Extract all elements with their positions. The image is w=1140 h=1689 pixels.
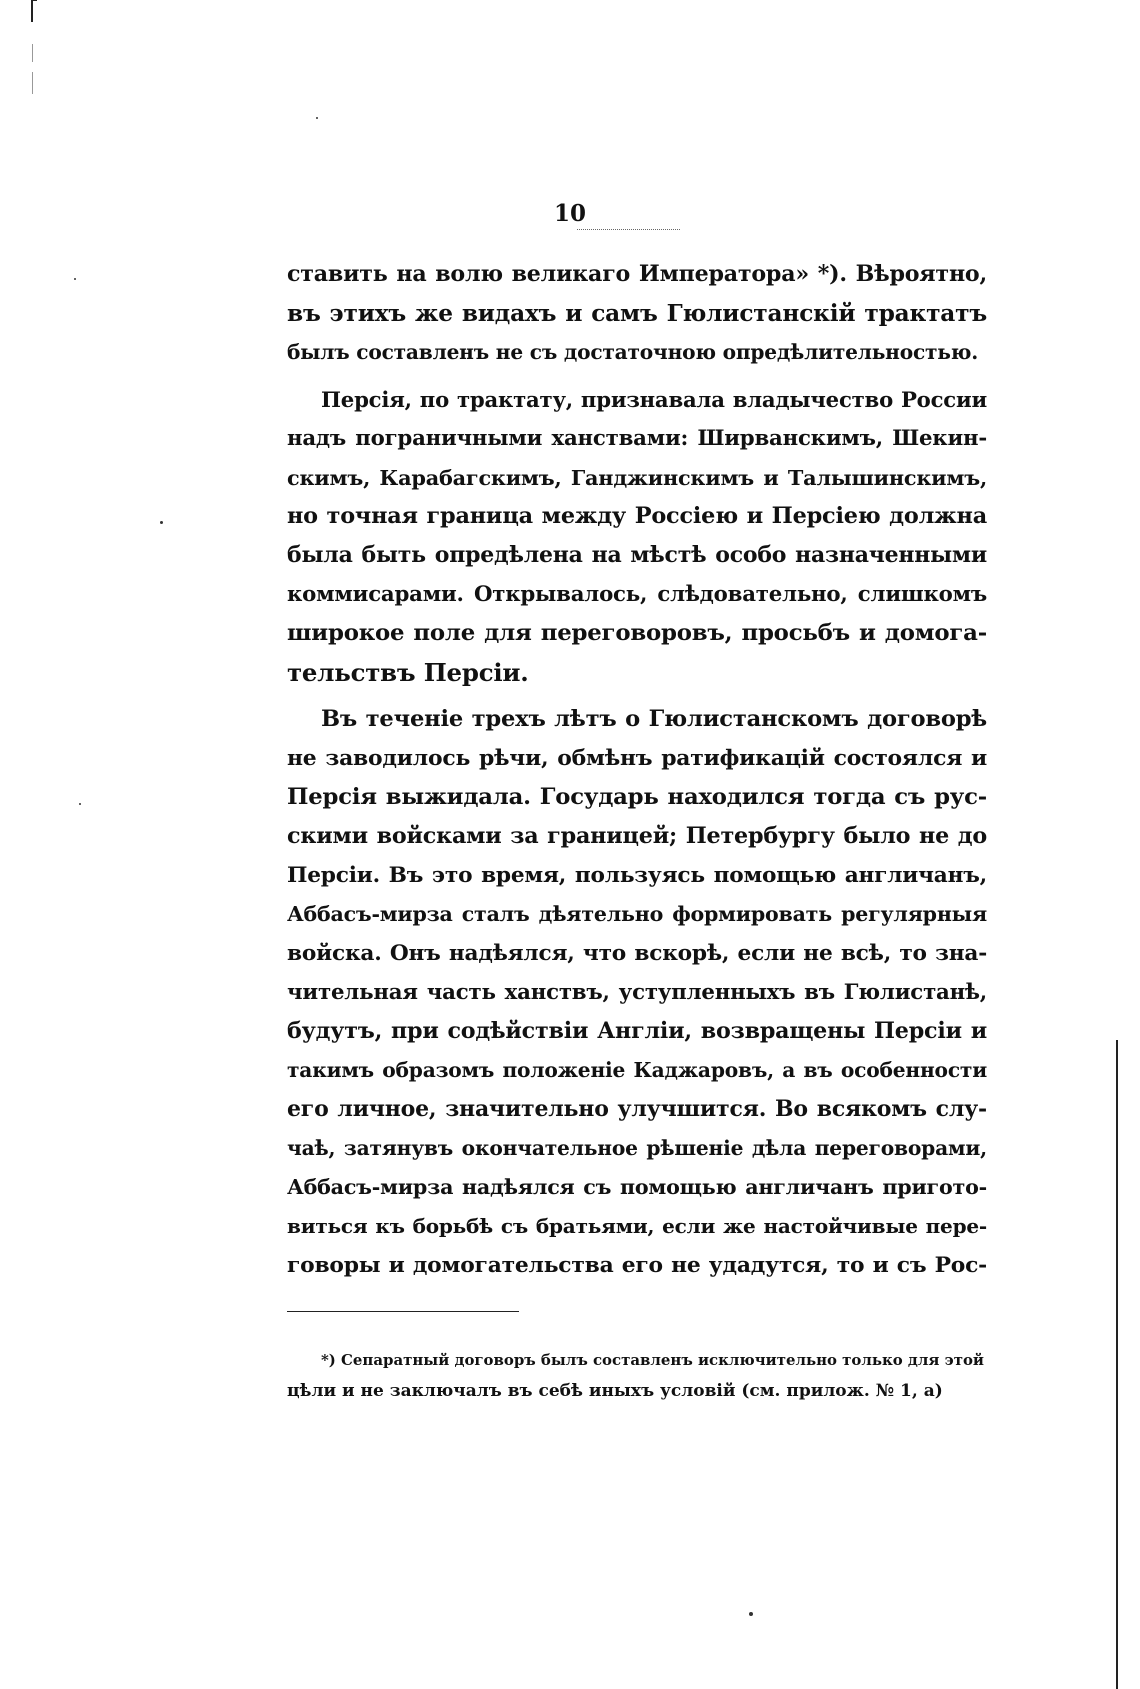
text-line: Аббасъ-мирза надѣялся съ помощью англичанъ пригото-: [287, 1175, 987, 1199]
scan-edge-mark-right: [1116, 1040, 1118, 1689]
text-line: будутъ, при содѣйствіи Англіи, возвращены Персіи и: [287, 1018, 987, 1044]
footnote-separator: [287, 1311, 519, 1312]
text-line: была быть опредѣлена на мѣстѣ особо назначенными: [287, 542, 987, 568]
scan-edge-mark-top-left: [31, 0, 33, 22]
scan-speck: [316, 117, 318, 119]
scan-speck: [74, 278, 76, 280]
text-line: тельствъ Персіи.: [287, 658, 529, 687]
scan-speck: [79, 803, 81, 805]
text-line: широкое поле для переговоровъ, просьбъ и домога-: [287, 620, 987, 646]
text-line: коммисарами. Открывалось, слѣдовательно, слишкомъ: [287, 582, 987, 607]
body-text: [287, 255, 987, 1285]
text-line: войска. Онъ надѣялся, что вскорѣ, если не всѣ, то зна-: [287, 941, 987, 966]
page-number: 10: [553, 200, 586, 227]
scan-speck: [749, 1612, 753, 1616]
scan-speck: [160, 521, 163, 524]
text-line: его личное, значительно улучшится. Во всякомъ слу-: [287, 1096, 987, 1122]
text-line: Персія выжидала. Государь находился тогда съ рус-: [287, 784, 987, 810]
text-line: чаѣ, затянувъ окончательное рѣшеніе дѣла переговорами,: [287, 1136, 987, 1160]
text-line: не заводилось рѣчи, обмѣнъ ратификацій состоялся и: [287, 745, 987, 771]
text-line: былъ составленъ не съ достаточною опредѣлительностью.: [287, 340, 979, 364]
text-line: скими войсками за границей; Петербургу было не до: [287, 823, 987, 849]
text-line: Персіи. Въ это время, пользуясь помощью англичанъ,: [287, 863, 987, 888]
scan-edge-mark-left-2: [32, 72, 33, 94]
text-line: виться къ борьбѣ съ братьями, если же настойчивые пере-: [287, 1214, 987, 1238]
text-line: Персія, по трактату, признавала владычество России: [321, 387, 987, 412]
text-line: говоры и домогательства его не удадутся, то и съ Рос-: [287, 1253, 987, 1278]
text-line: скимъ, Карабагскимъ, Ганджинскимъ и Талышинскимъ,: [287, 465, 987, 490]
text-line: Въ теченіе трехъ лѣтъ о Гюлистанскомъ договорѣ: [321, 706, 987, 732]
footnote: [287, 1345, 987, 1407]
text-line: но точная граница между Россіею и Персіею должна: [287, 503, 987, 529]
text-line: такимъ образомъ положеніе Каджаровъ, а въ особенности: [287, 1058, 987, 1082]
paragraph: [287, 700, 987, 1285]
text-line: ставить на волю великаго Императора» *). Вѣроятно,: [287, 261, 987, 287]
footnote-line: цѣли и не заключалъ въ себѣ иныхъ условій (см. прилож. № 1, а): [287, 1381, 943, 1401]
scan-edge-mark-top-left-tick: [31, 0, 37, 1]
text-line: Аббасъ-мирза сталъ дѣятельно формировать регулярныя: [287, 902, 987, 926]
page-number-ornament: [577, 229, 680, 233]
text-line: въ этихъ же видахъ и самъ Гюлистанскій трактатъ: [287, 300, 987, 327]
text-line: надъ пограничными ханствами: Ширванскимъ, Шекин-: [287, 426, 987, 451]
paragraph: [287, 380, 987, 692]
footnote-line: *) Сепаратный договоръ былъ составленъ исключительно только для этой: [321, 1351, 984, 1369]
paragraph: [287, 255, 987, 372]
text-line: чительная часть ханствъ, уступленныхъ въ Гюлистанѣ,: [287, 980, 987, 1005]
scan-edge-mark-left-1: [32, 44, 33, 62]
